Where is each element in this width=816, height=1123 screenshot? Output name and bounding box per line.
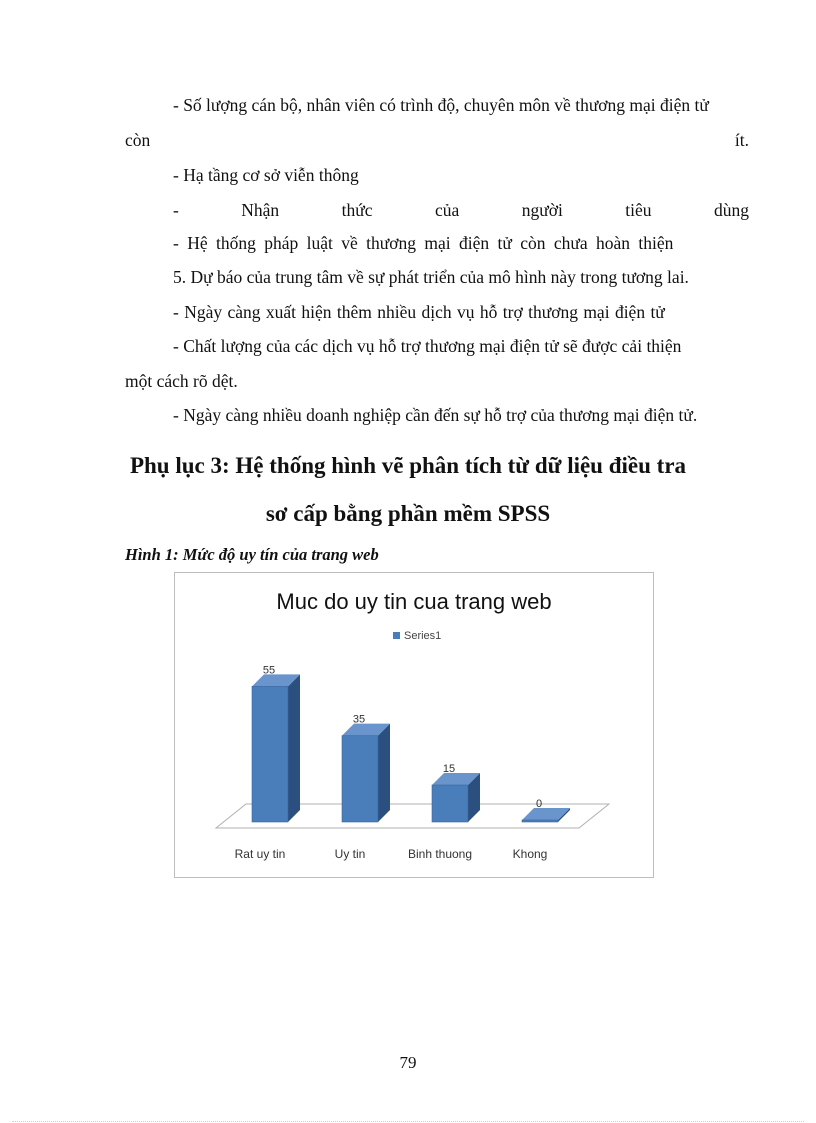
- word: Nhận: [241, 200, 280, 220]
- bar: [522, 820, 558, 822]
- bar-side: [378, 724, 390, 822]
- paragraph-services: - Ngày càng xuất hiện thêm nhiều dịch vụ hỗ trợ thương mại điện tử: [173, 302, 665, 322]
- x-tick-label: Uy tin: [334, 847, 366, 861]
- word-it: ít.: [734, 130, 749, 150]
- legend-swatch: [393, 632, 400, 639]
- data-label: 15: [442, 763, 456, 775]
- word: dùng: [713, 200, 749, 220]
- x-tick-label: Rat uy tin: [234, 847, 286, 861]
- paragraph-infrastructure: - Hạ tầng cơ sở viễn thông: [173, 165, 359, 185]
- page-number: 79: [399, 1053, 417, 1072]
- paragraph-staff: - Số lượng cán bộ, nhân viên có trình độ, chuyên môn về thương mại điện tử: [173, 95, 709, 115]
- chart-container: [174, 572, 654, 878]
- paragraph-quality: - Chất lượng của các dịch vụ hỗ trợ thương mại điện tử sẽ được cải thiện: [173, 336, 682, 356]
- paragraph-forecast: 5. Dự báo của trung tâm về sự phát triển của mô hình này trong tương lai.: [173, 267, 689, 287]
- bar: [432, 785, 468, 822]
- word: người: [521, 200, 563, 220]
- bar-side: [288, 674, 300, 822]
- chart-title: Muc do uy tin cua trang web: [276, 589, 552, 614]
- paragraph-staff-continued: [125, 129, 749, 151]
- bar: [342, 736, 378, 822]
- appendix-title-line1: Phụ lục 3: Hệ thống hình vẽ phân tích từ dữ liệu điều tra: [129, 453, 687, 478]
- page-bottom-rule: [12, 1121, 804, 1122]
- word: -: [173, 200, 179, 220]
- figure-caption: Hình 1: Mức độ uy tín của trang web: [125, 545, 379, 564]
- appendix-title-line2: sơ cấp bằng phần mềm SPSS: [265, 501, 551, 526]
- word: thức: [341, 200, 373, 220]
- data-label: 35: [352, 713, 366, 726]
- x-tick-label: Khong: [512, 847, 548, 861]
- paragraph-quality-continued: một cách rõ dệt.: [125, 371, 238, 391]
- paragraph-legal: - Hệ thống pháp luật về thương mại điện tử còn chưa hoàn thiện: [173, 233, 674, 253]
- paragraph-enterprises: - Ngày càng nhiều doanh nghiệp cần đến sự hỗ trợ của thương mại điện tử.: [173, 405, 698, 425]
- bar-chart: [175, 573, 653, 877]
- paragraph-awareness: [173, 199, 749, 221]
- data-label: 55: [262, 664, 276, 677]
- word: của: [434, 200, 460, 220]
- x-tick-label: Binh thuong: [407, 847, 473, 861]
- word-con: còn: [125, 130, 151, 150]
- bar: [252, 686, 288, 822]
- legend-label: Series1: [404, 630, 442, 642]
- data-label: 0: [535, 798, 543, 810]
- word: tiêu: [625, 200, 652, 220]
